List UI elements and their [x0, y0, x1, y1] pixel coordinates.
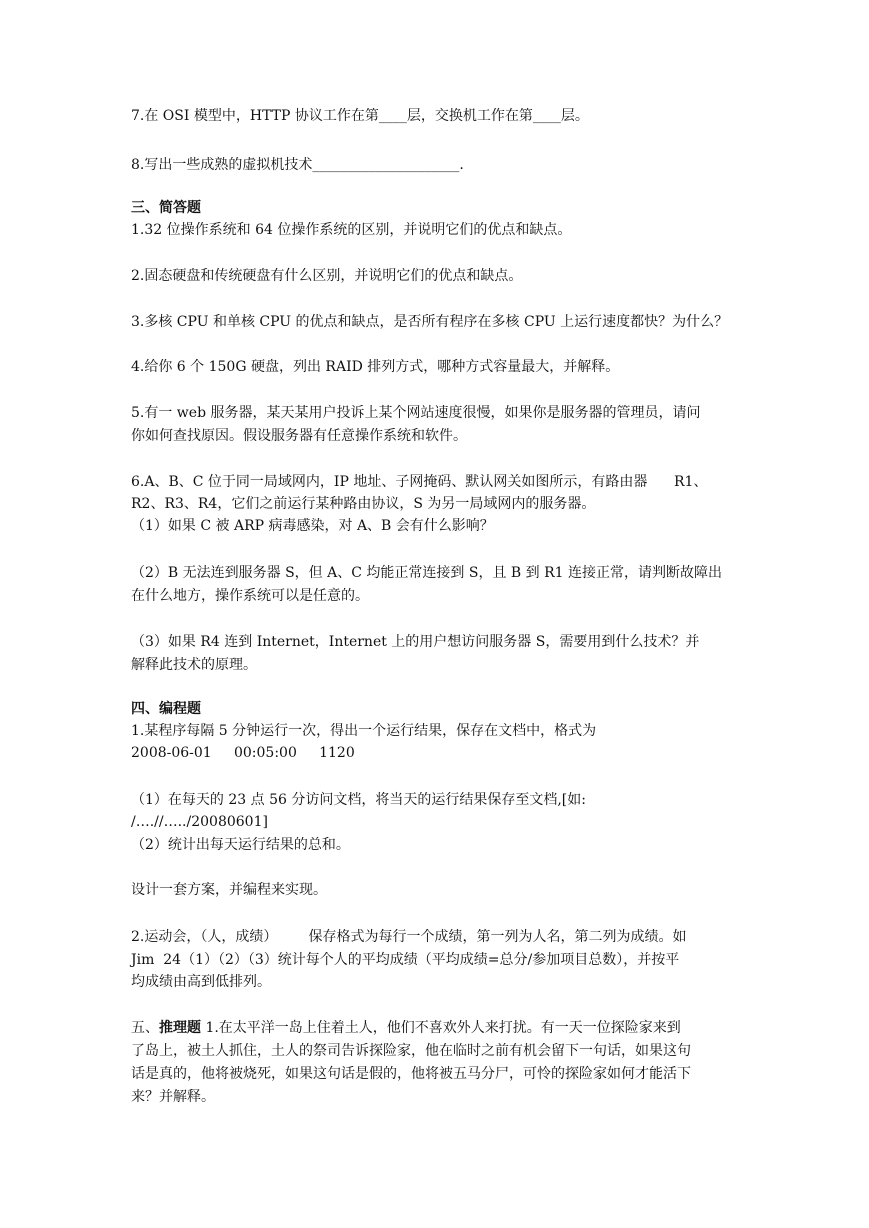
- programming-q1-sub1-line2: /….//…../20080601]: [131, 814, 268, 830]
- programming-q2-line2: Jim 24（1）（2）（3）统计每个人的平均成绩（平均成绩=总分/参加项目总数），并按平: [131, 952, 680, 968]
- short-answer-q4: 4.给你 6 个 150G 硬盘，列出 RAID 排列方式，哪种方式容量最大，并解释。: [131, 359, 620, 375]
- short-answer-q1: 1.32 位操作系统和 64 位操作系统的区别，并说明它们的优点和缺点。: [131, 222, 572, 238]
- short-answer-q2: 2.固态硬盘和传统硬盘有什么区别，并说明它们的优点和缺点。: [131, 268, 523, 284]
- programming-q1-design: 设计一套方案，并编程来实现。: [131, 882, 327, 898]
- reasoning-q1-line3: 话是真的，他将被烧死，如果这句话是假的，他将被五马分尸，可怜的探险家如何才能活下: [131, 1066, 691, 1082]
- reasoning-q1-line4: 来？并解释。: [131, 1089, 215, 1105]
- short-answer-q6-sub3-line1: （3）如果 R4 连到 Internet，Internet 上的用户想访问服务器 S，需要用到什么技术？并: [131, 634, 700, 650]
- programming-q1-line2: 2008-06-01 00:05:00 1120: [131, 745, 355, 761]
- short-answer-q6-line1: 6.A、B、C 位于同一局域网内，IP 地址、子网掩码、默认网关如图所示，有路由器 R1、: [131, 474, 708, 490]
- reasoning-heading: 推理题: [159, 1020, 201, 1036]
- short-answer-heading: 三、简答题: [131, 200, 201, 216]
- short-answer-q5-line2: 你如何查找原因。假设服务器有任意操作系统和软件。: [131, 428, 467, 444]
- reasoning-q1-line2: 了岛上，被土人抓住，土人的祭司告诉探险家，他在临时之前有机会留下一句话，如果这句: [131, 1043, 691, 1059]
- programming-q2-line3: 均成绩由高到低排列。: [131, 974, 271, 990]
- short-answer-q6-line2: R2、R3、R4，它们之前运行某种路由协议，S 为另一局域网内的服务器。: [131, 496, 596, 512]
- programming-q1-sub1-line1: （1）在每天的 23 点 56 分访问文档，将当天的运行结果保存至文档,[如:: [131, 792, 586, 808]
- short-answer-q6-sub3-line2: 解释此技术的原理。: [131, 657, 257, 673]
- short-answer-q6-sub2-line1: （2）B 无法连到服务器 S，但 A、C 均能正常连接到 S，且 B 到 R1 连接正常，请判断故障出: [131, 565, 722, 581]
- short-answer-q3: 3.多核 CPU 和单核 CPU 的优点和缺点，是否所有程序在多核 CPU 上运行速度都快？为什么？: [131, 314, 729, 330]
- programming-q1-line1: 1.某程序每隔 5 分钟运行一次，得出一个运行结果，保存在文档中，格式为: [131, 723, 597, 739]
- short-answer-q5-line1: 5.有一 web 服务器，某天某用户投诉上某个网站速度很慢，如果你是服务器的管理员，请问: [131, 405, 701, 421]
- programming-q2-line1: 2.运动会，（人，成绩） 保存格式为每行一个成绩，第一列为人名，第二列为成绩。如: [131, 929, 687, 945]
- fill-blank-q8: 8.写出一些成熟的虚拟机技术_____________________.: [131, 157, 464, 173]
- programming-q1-sub2: （2）统计出每天运行结果的总和。: [131, 837, 350, 853]
- reasoning-heading-prefix: 五、: [131, 1020, 159, 1036]
- programming-heading: 四、编程题: [131, 701, 201, 717]
- short-answer-q6-sub2-line2: 在什么地方，操作系统可以是任意的。: [131, 588, 369, 604]
- short-answer-q6-sub1: （1）如果 C 被 ARP 病毒感染，对 A、B 会有什么影响？: [131, 518, 494, 534]
- reasoning-q1-text: 1.在太平洋一岛上住着土人，他们不喜欢外人来打扰。有一天一位探险家来到: [201, 1020, 681, 1036]
- fill-blank-q7: 7.在 OSI 模型中，HTTP 协议工作在第____层，交换机工作在第____层。: [131, 108, 589, 124]
- reasoning-q1-line1: [131, 1018, 681, 1038]
